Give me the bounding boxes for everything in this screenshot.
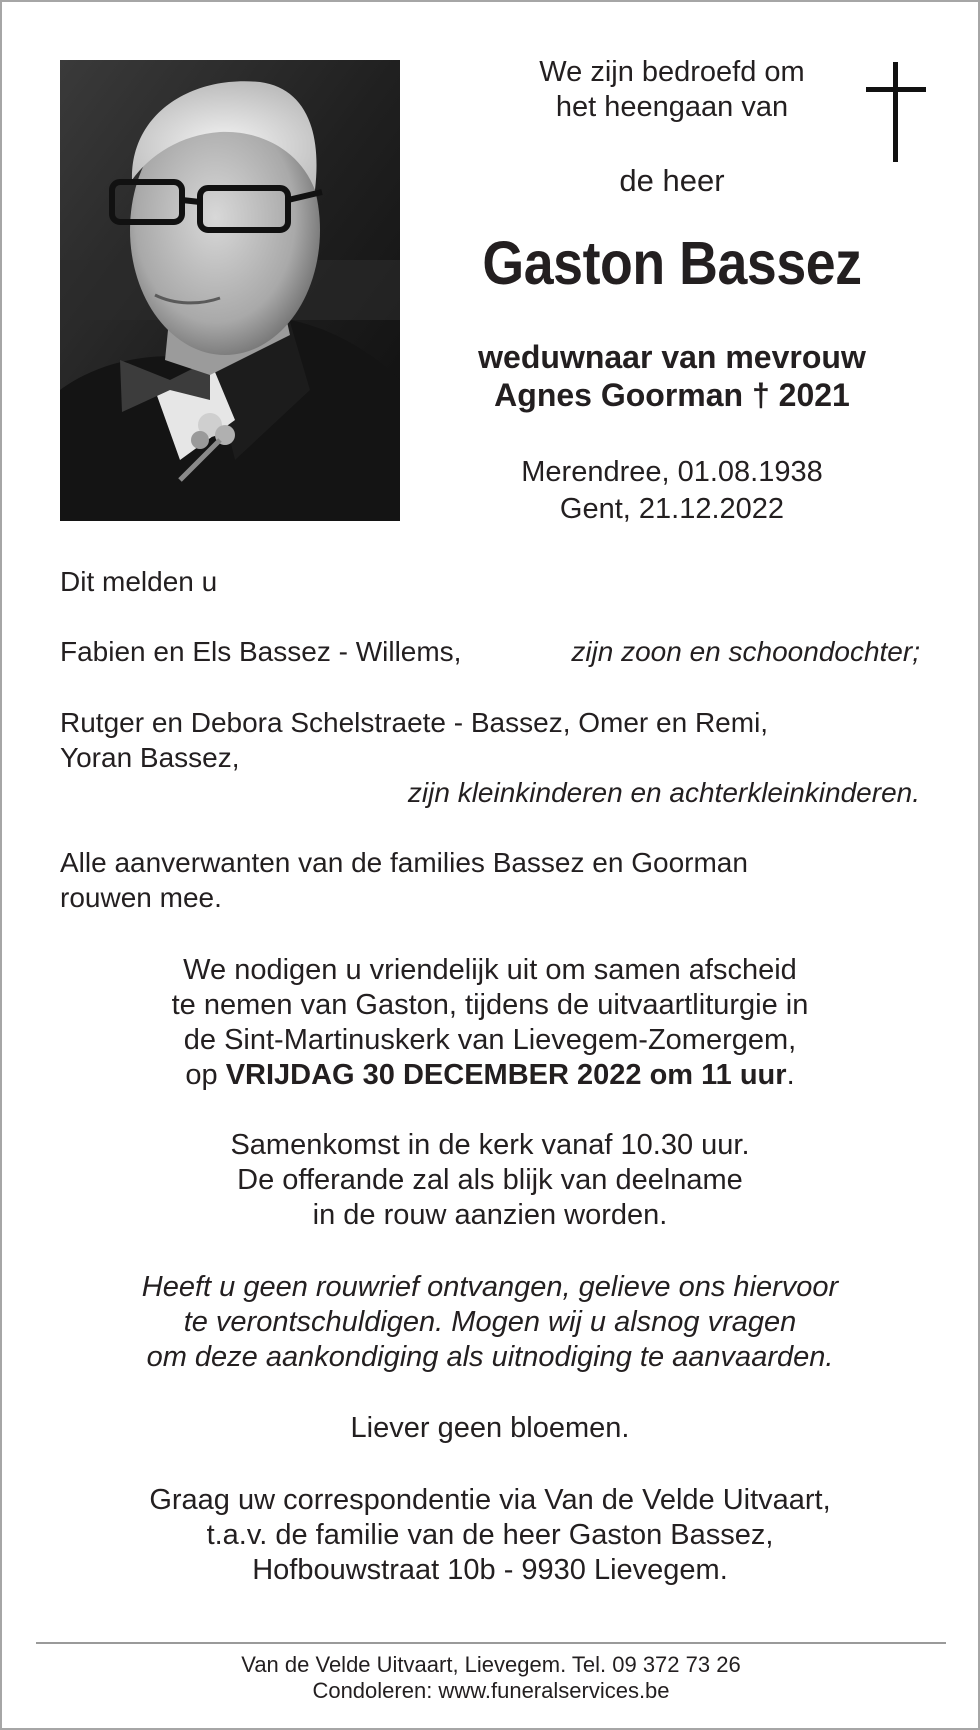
widow-line-2: Agnes Goorman † 2021 — [494, 377, 850, 413]
gathering-line-3: in de rouw aanzien worden. — [312, 1199, 668, 1231]
ceremony-date-prefix: op — [185, 1059, 226, 1091]
gathering-line-1: Samenkomst in de kerk vanaf 10.30 uur. — [230, 1129, 750, 1161]
son-entry — [60, 634, 920, 669]
notice-line-2: te verontschuldigen. Mogen wij u alsnog vragen — [183, 1306, 797, 1338]
gathering-line-2: De offerande zal als blijk van deelname — [237, 1164, 743, 1196]
intro-text — [432, 55, 912, 125]
birth-date: Merendree, 01.08.1938 — [521, 456, 823, 488]
grandchildren-relation: zijn kleinkinderen en achterkleinkinderen. — [407, 777, 920, 808]
ceremony-invitation — [60, 953, 920, 1093]
portrait-photo — [60, 60, 400, 521]
funeral-home-contact: Van de Velde Uitvaart, Lievegem. Tel. 09 372 73 26 — [241, 1652, 741, 1677]
correspondence-line-2: t.a.v. de familie van de heer Gaston Bassez, — [206, 1519, 774, 1551]
grandchildren-entry — [60, 705, 920, 810]
intro-line-1: We zijn bedroefd om — [539, 56, 805, 88]
grandchildren-line-2: Yoran Bassez, — [60, 742, 240, 773]
son-relation: zijn zoon en schoondochter; — [571, 636, 920, 667]
correspondence-info — [60, 1483, 920, 1588]
grandchildren-line-1: Rutger en Debora Schelstraete - Bassez, Omer en Remi, — [60, 707, 769, 738]
condolence-link[interactable]: Condoleren: www.funeralservices.be — [312, 1678, 670, 1703]
gathering-info — [60, 1128, 920, 1233]
honorific: de heer — [619, 163, 725, 198]
deceased-name: Gaston Bassez — [482, 229, 862, 297]
son-names: Fabien en Els Bassez - Willems, — [60, 636, 462, 667]
family-intro: Dit melden u — [60, 566, 218, 597]
correspondence-line-1: Graag uw correspondentie via Van de Velde Uitvaart, — [149, 1484, 831, 1516]
relatives-line-1: Alle aanverwanten van de families Bassez en Goorman — [60, 847, 748, 878]
ceremony-date: VRIJDAG 30 DECEMBER 2022 om 11 uur — [225, 1059, 787, 1091]
notice-line-1: Heeft u geen rouwrief ontvangen, gelieve ons hiervoor — [141, 1271, 839, 1303]
relatives-entry — [60, 845, 920, 915]
relatives-line-2: rouwen mee. — [60, 882, 222, 913]
footer — [36, 1652, 946, 1704]
death-date: Gent, 21.12.2022 — [559, 493, 785, 525]
ceremony-line-1: We nodigen u vriendelijk uit om samen afscheid — [183, 954, 797, 986]
notice-text — [60, 1270, 920, 1375]
intro-line-2: het heengaan van — [555, 91, 789, 123]
ceremony-line-3: de Sint-Martinuskerk van Lievegem-Zomergem, — [183, 1024, 797, 1056]
ceremony-line-4 — [60, 1058, 920, 1093]
spouse-info — [432, 338, 912, 414]
correspondence-line-3: Hofbouwstraat 10b - 9930 Lievegem. — [252, 1554, 728, 1586]
ceremony-line-2: te nemen van Gaston, tijdens de uitvaartliturgie in — [171, 989, 809, 1021]
life-dates — [432, 454, 912, 528]
no-flowers: Liever geen bloemen. — [350, 1412, 630, 1444]
footer-divider — [36, 1642, 946, 1644]
notice-line-3: om deze aankondiging als uitnodiging te aanvaarden. — [146, 1341, 834, 1373]
ceremony-date-suffix: . — [786, 1059, 795, 1091]
widow-line-1: weduwnaar van mevrouw — [478, 339, 866, 375]
